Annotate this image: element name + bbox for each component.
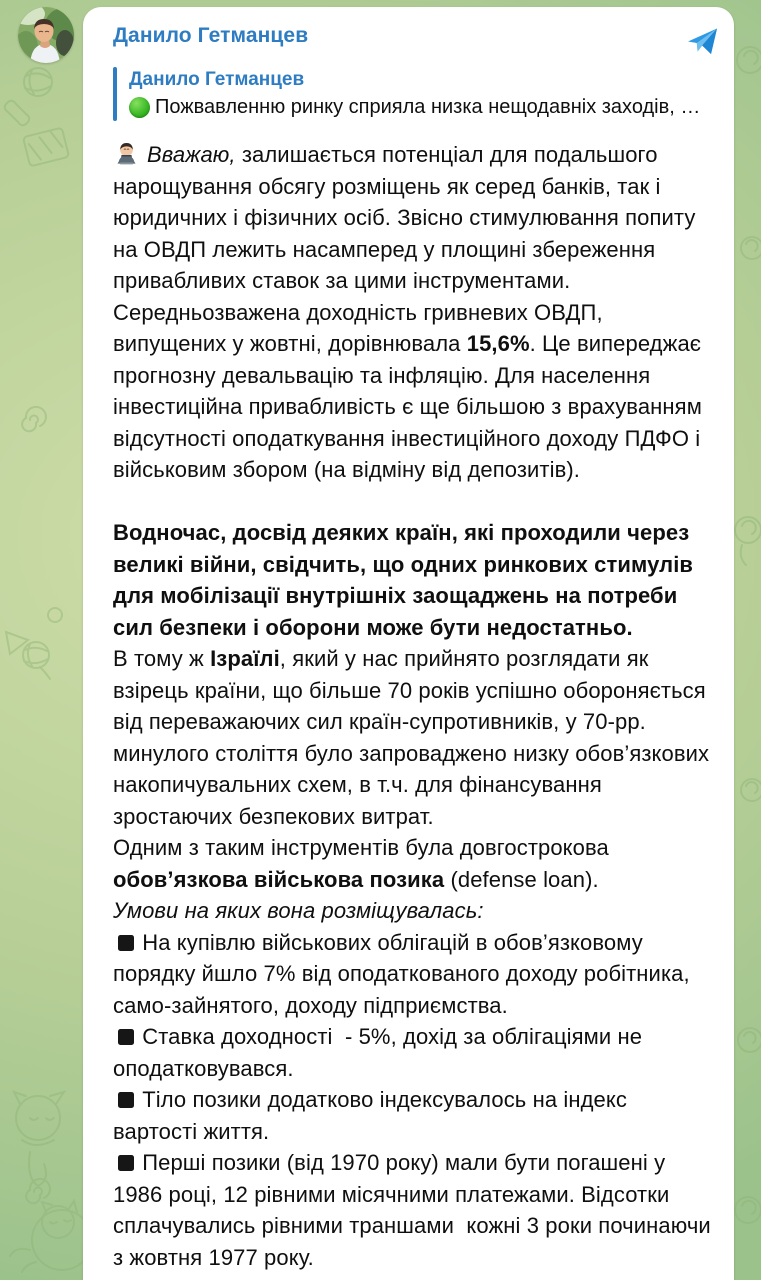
doodle-cat-icon: [10, 1201, 92, 1272]
doodle-box-icon: [23, 128, 69, 167]
message-paragraph: [113, 139, 714, 486]
text-segment: Тіло позики додатково індексувалось на індекс вартості життя.: [113, 1087, 634, 1144]
doodle-rose-icon: [738, 1028, 761, 1052]
message-paragraph: [113, 832, 714, 895]
text-segment: Вважаю,: [147, 142, 236, 167]
telegram-plane-icon: [686, 24, 720, 58]
message-paragraph: [113, 1147, 717, 1273]
text-segment: 15,6%: [466, 331, 530, 356]
black-square-emoji: [118, 1092, 134, 1108]
text-segment: В тому ж: [113, 646, 211, 671]
message-paragraph: [113, 927, 714, 1022]
text-segment: залишається потенціал для подальшого нарощування обсягу розміщень як серед банків, так і юридичних і фізичних осіб. Звісно стимулювання попиту на ОВДП лежить насамперед у площині збереження привабливих ставок за цими інструментами. Середньозважена доходність гривневих ОВДП, випущених у жовтні, дорівнювала: [113, 142, 702, 356]
reply-snippet: Пожвавленню ринку сприяла низка нещодавніх заходів, …: [155, 96, 701, 118]
man-technologist-emoji: [113, 140, 140, 167]
reply-author: Данило Гетманцев: [129, 69, 305, 90]
text-segment: Одним з таким інструментів була довгострокова: [113, 835, 616, 860]
reply-quote[interactable]: [113, 67, 714, 121]
text-segment: На купівлю військових облігацій в обов’язковому порядку йшло 7% від оподаткованого доходу робітника, само-зайнятого, доходу підприємства.: [113, 929, 696, 1018]
message-paragraph: [113, 1021, 714, 1084]
reply-snippet-row: [129, 94, 700, 121]
message-paragraph: [113, 643, 714, 832]
text-segment: обов’язкова військова позика: [113, 866, 445, 892]
message-paragraph: [113, 895, 714, 927]
avatar-portrait: [18, 7, 74, 63]
doodle-rose-icon: [737, 47, 761, 73]
text-segment: Ставка доходності - 5%, дохід за облігаціями не оподатковувався.: [113, 1024, 649, 1081]
message-paragraph: [113, 1084, 714, 1147]
channel-avatar[interactable]: [18, 7, 74, 63]
doodle-rose-icon: [735, 1197, 761, 1223]
doodle-yarn-icon: [23, 642, 50, 679]
doodle-bone-icon: [5, 101, 30, 126]
text-segment: Перші позики (від 1970 року) мали бути погашені у 1986 році, 12 рівними місячними платежами. Відсотки сплачувались рівними траншами кожні 3 роки починаючи з жовтня 1977 року.: [113, 1150, 717, 1270]
doodle-spiral-icon: [26, 1179, 50, 1203]
black-square-emoji: [118, 1155, 134, 1171]
doodle-yarn-icon: [24, 68, 52, 96]
black-square-emoji: [118, 1029, 134, 1045]
doodle-dog-icon: [14, 1092, 64, 1186]
black-square-emoji: [118, 935, 134, 951]
doodle-rose-icon: [735, 517, 761, 565]
message-paragraph: [113, 517, 714, 643]
message-header: [113, 22, 714, 58]
doodle-triangle-icon: [6, 632, 28, 654]
text-segment: Водночас, досвід деяких країн, які проходили через великі війни, свідчить, що одних ринкових стимулів для мобілізації внутрішніх заощаджень на потреби сил безпеки і оборони може бути недостатньо.: [113, 520, 700, 640]
doodle-rose-icon: [741, 237, 761, 259]
doodle-ring-icon: [48, 608, 62, 622]
doodle-rose-icon: [741, 779, 761, 801]
message-paragraphs: [113, 139, 717, 1273]
text-segment: (defense loan).: [444, 866, 599, 892]
text-segment: Умови на яких вона розміщувалась:: [113, 898, 484, 923]
text-segment: Ізраїлі: [210, 646, 280, 671]
text-segment: , який у нас прийнято розглядати як взірець країни, що більше 70 років успішно обороняється від переважаючих сил країн-супротивників, у 70-рр. минулого століття було запроваджено низку обов’язкових накопичувальних схем, в т.ч. для фінансування зростаючих безпекових витрат.: [113, 646, 716, 829]
text-segment: . Це випереджає прогнозну девальвацію та інфляцію. Для населення інвестиційна привабливість є ще більшою з врахуванням відсутності оподаткування інвестиційного доходу ПДФО і військовим збором (на відміну від депозитів).: [113, 331, 709, 482]
doodle-spiral-icon: [22, 407, 46, 431]
message-bubble: [83, 7, 734, 1280]
green-circle-emoji: [129, 97, 150, 118]
channel-name[interactable]: Данило Гетманцев: [113, 24, 309, 47]
